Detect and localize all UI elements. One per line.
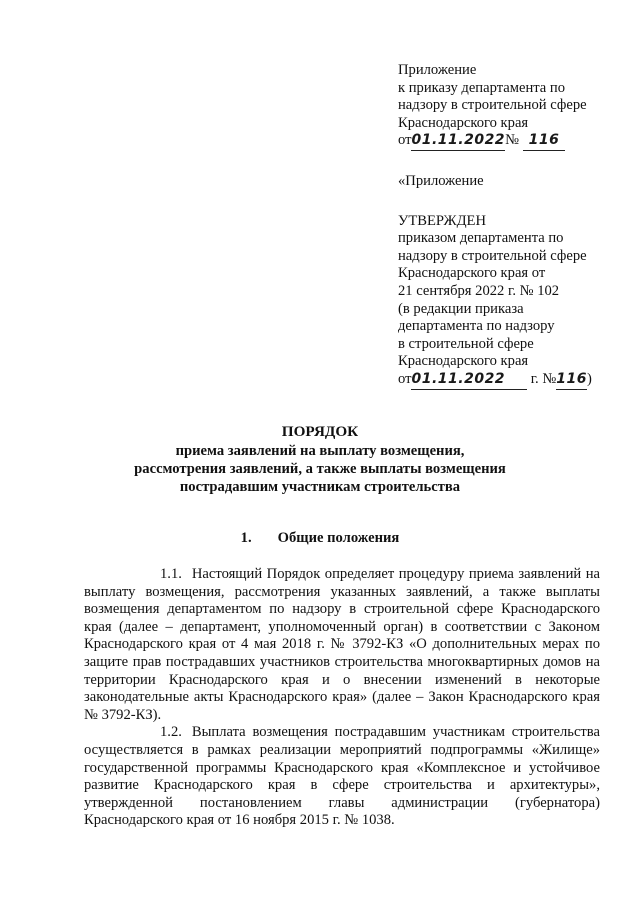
paragraph-number: 1.1. [160,566,182,582]
paragraph-text: Выплата возмещения пострадавшим участникам строительства осуществляется в рамках реализации мероприятий подпрограммы «Жилище» государственной программы Краснодарского края «Комплексное и устойчивое развитие Краснодарского края в сфере строительства и архитектуры», утвержденной постановлением главы администрации (губернатора) Краснодарского края от 16 ноября 2015 г. № 1038. [84,724,600,829]
approved-line: Краснодарского края [398,353,529,370]
section-title: Общие положения [277,530,400,546]
number-prefix: № [505,132,519,149]
appendix-line: к приказу департамента по [398,79,566,96]
paragraph [84,566,600,724]
date-prefix: от [398,132,412,149]
handwritten-date: 01.11.2022 [411,132,505,151]
approved-date-line [398,371,628,390]
approved-line: приказом департамента по [398,230,564,247]
handwritten-date: 01.11.2022 [411,371,527,390]
appendix-block [398,62,628,390]
approved-line: 21 сентября 2022 г. № 102 [398,282,560,299]
approved-line: департамента по надзору [398,318,555,335]
approved-line: (в редакции приказа [398,300,524,317]
paragraph-number: 1.2. [160,724,182,741]
title-line: рассмотрения заявлений, а также выплаты возмещения [134,461,506,477]
approved-line: надзору в строительной сфере [398,247,587,264]
appendix-line: Краснодарского края [398,114,529,131]
inner-appendix-label: «Приложение [398,172,484,189]
title-line: приема заявлений на выплату возмещения, [175,443,465,459]
paragraph-text: Настоящий Порядок определяет процедуру приема заявлений на выплату возмещения, рассмотрения указанных заявлений, а также выплаты возмещения департаментом по надзору в строительной сфере Краснодарского края (далее – департамент, уполномоченный орган) в соответствии с Законом Краснодарского края от 4 мая 2018 г. № 3792-КЗ «О дополнительных мерах по защите прав пострадавших участников строительства многоквартирных домов на территории Краснодарского края и о внесении изменений в некоторые законодательные акты Краснодарского края» (далее – Закон Краснодарского края № 3792-КЗ). [84,566,600,723]
document-body [84,566,600,830]
appendix-title: Приложение [398,62,477,78]
handwritten-number: 116 [556,371,587,390]
closing-paren: ) [587,370,592,387]
approved-line: в строительной сфере [398,335,534,352]
approved-line: Краснодарского края от [398,265,546,282]
approved-heading: УТВЕРЖДЕН [398,212,486,229]
title-line: пострадавшим участникам строительства [179,479,461,495]
section-number: 1. [240,530,252,546]
title-main: ПОРЯДОК [281,423,359,440]
document-title [40,423,600,496]
year-number-prefix: г. № [530,370,557,387]
handwritten-number: 116 [523,132,566,151]
date-prefix: от [398,370,412,387]
section-heading [40,530,600,547]
appendix-line: надзору в строительной сфере [398,97,587,114]
paragraph [84,724,600,830]
appendix-date-line [398,132,628,151]
